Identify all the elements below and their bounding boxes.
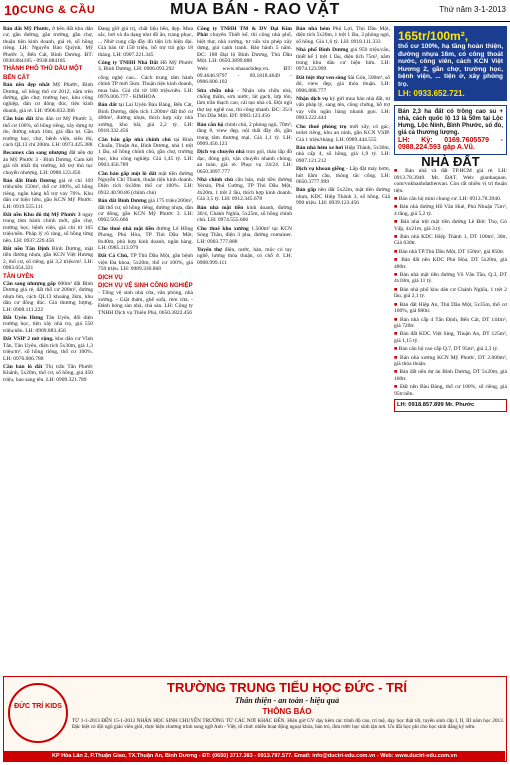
nha-dat-item <box>394 234 507 247</box>
nha-dat-item <box>394 196 507 202</box>
classified-ad <box>98 26 193 58</box>
nha-dat-contact: LH: 0918.857.899 Mr. Phước <box>394 399 507 412</box>
bullet-icon: ■ <box>394 248 399 255</box>
section-heading: TÂN UYÊN <box>3 273 34 280</box>
ad-text: - Tổng vệ sinh nhà cửa, văn phòng, nhà xưởng. - Giặt thảm, ghế sofa, rèm cửa. - Đánh bóng sàn nhà, chà sàn. LH: Công ty TNHH Dịch vụ Thiên Phú, 0650.3822.456 <box>98 290 193 316</box>
nha-dat-item <box>394 287 507 300</box>
classified-ad <box>197 26 292 64</box>
classified-ad <box>3 336 93 362</box>
promo-price: 165tr/100m², <box>398 29 469 43</box>
bullet-icon: ■ <box>394 257 402 264</box>
ad-headline: Đất nền Khu đô thị Mỹ Phước 3 <box>3 211 81 218</box>
ad-text: Bình Dương, mặt tiền đường nhựa, gần KCN Việt Hương 2, thổ cư, sổ riêng, giá 3,2 triệu/m². LH: 0983.654.321 <box>3 246 93 272</box>
rubber-land-phone: LH: Kỳ: 0169.7605579 - 0988.224.593 gặp A.Vũ. <box>398 136 503 151</box>
ad-text: tại Lai Uyên Bàu Bàng, Bến Cát, Bình Dương, diện tích 1.200m² đất thổ cư 400m², đường nhựa, thích hợp xây nhà xưởng, kho bãi, giá 2,2 tỷ. LH: 0918.332.456 <box>98 102 193 135</box>
school-name: TRƯỜNG TRUNG TIỂU HỌC ĐỨC - TRÍ <box>167 680 407 695</box>
ad-text: Đang giữ giá trị, chất liệu bền, đẹp. Mua sắc, bơi và đa dạng như đồ ăn, trang phục, ... Nhờ cung cấp đầy đủ tiện ích hiện đại. Giá bán từ 150 triệu, hỗ trợ trả góp 18 tháng. LH: 0907.221.345 <box>98 26 193 58</box>
ad-headline: Công ty TNHH TM & DV Đại Kim Phát <box>197 26 292 39</box>
classified-ad <box>296 26 390 45</box>
section-title-nha-dat: NHÀ ĐẤT <box>421 153 480 169</box>
page-header <box>0 0 510 22</box>
nha-dat-item <box>394 317 507 330</box>
classified-ad <box>98 253 193 272</box>
ad-text: mới xây, có gác, toilet riêng, khu an ninh, gần KCN VSIP. Giá 1 triệu/tháng. LH: 0989.444.555 <box>296 123 390 143</box>
ad-headline: Cần bán gấp một lô đất <box>98 170 157 177</box>
nha-dat-item-text: Bán đất nền KDC Phú Hòa, DT 5x20m, giá 480tr. <box>394 257 507 270</box>
ad-headline: Bán đất <box>98 102 117 109</box>
ad-headline: Cho thuê kho xưởng <box>197 225 249 232</box>
classified-ad <box>3 246 93 272</box>
classified-ad <box>98 198 193 224</box>
ad-text: Web: www.nhasachdep.vn. ĐT: 09.4646.9797 - 09.1818.4649 - 0906.606.102 <box>197 66 292 86</box>
section-label: CUNG & CẦU <box>20 4 96 16</box>
ad-text: - Nhận sửa chữa nhà, chống thấm, sơn nước, lát gạch, lợp tôn, làm trần thạch cao, cải tạo nhà cũ. Đội ngũ thợ tay nghề cao, thi công nhanh. ĐC: 35/4 Thủ Dầu Một. ĐT: 0983.123.456 <box>197 87 292 120</box>
ad-headline: Đất VSIP 2 mở rộng, <box>3 336 54 343</box>
column-5 <box>394 26 507 671</box>
bullet-icon: ■ <box>394 168 406 175</box>
ad-headline: Bán đất Bình Dương <box>3 177 56 184</box>
ad-text: Mỹ Phước, Bình Dương, sổ hồng thổ cư 2012, nằm trên đường, gần chợ, trường học, khu công nghiệp, dân cư đông đúc, tiện kinh doanh, giá rẻ. LH: 0906.832.366 <box>3 82 93 114</box>
classified-ad <box>296 47 390 73</box>
ad-headline: Cần bán đất <box>3 116 34 123</box>
nha-dat-item <box>394 168 507 194</box>
nha-dat-item-text: Bán nhà TP.Thủ Dầu Một, DT 150m², giá 850tr. <box>398 248 505 255</box>
ad-headline: Bán nhà mặt tiền <box>197 204 244 211</box>
ad-headline: Cho thuê phòng trọ <box>296 123 347 130</box>
notice-body: TỪ 1-1-2013 ĐẾN 15-1-2013 NHẬN HỌC SINH CHUYỂN TRƯỜNG TỪ CÁC NƠI KHÁC ĐẾN. Hiện giờ GV dạy kèm các trình độ cao, trí tuệ, dạy học thật tốt, tuyển sinh cấp I, II, III năm học 2013. Đặc biệt có đội ngũ giáo viên giỏi, thực hiện chương trình song ngữ Anh - Việt, tổ chức nhiều hoạt động ngoại khóa, bán trú, đưa rước học sinh tận nơi. Ưu đãi học phí cho học sinh đăng ký sớm. <box>72 718 504 730</box>
nha-dat-item <box>394 331 507 344</box>
ad-headline: Nhà phố Bình Dương <box>296 47 349 54</box>
bullet-icon: ■ <box>394 354 401 361</box>
column-1 <box>3 26 93 671</box>
column-2 <box>98 26 193 671</box>
nha-dat-item-text: Bán nhà đường Hồ Văn Huê, Phú Nhuận 75m², 4 tầng, giá 5,2 tỷ. <box>394 204 507 217</box>
nha-dat-item <box>394 204 507 217</box>
ad-text: ngay trung tâm hành chính mới, gần chợ, trường học, bệnh viện, giá chỉ từ 165 triệu/nền. Pháp lý rõ ràng, sổ hồng từng nền. LH: 0937.229.456 <box>3 211 93 244</box>
classified-ad <box>197 226 292 245</box>
ad-text: - Lắp đặt máy bơm, hút hầm cầu, thông tắc cống. LH: 0650.3777.999 <box>296 166 390 185</box>
ad-text: giá rẻ chỉ 169 triệu/nền 150m², thổ cư 100%, sổ hồng riêng, ngân hàng hỗ trợ vay 70%. Khu dân cư hiện hữu, gần KCN Mỹ Phước. LH: 0919.555.111 <box>3 177 93 210</box>
nha-dat-item <box>394 369 507 382</box>
classified-ad <box>296 96 390 122</box>
promo-text: thổ cư 100%, hạ tầng hoàn thiện, đường nhựa 16m, có công thoát nước, công viên, cách KCN Việt Hương 2, gần chợ, trường học, bệnh viện, ... tiện ở, xây phòng trọ. <box>398 43 503 88</box>
school-contact-bar: KP Hòa Lân 2, P.Thuận Giao, TX.Thuận An, Bình Dương - ĐT: (0650) 3717.383 - 0913.797.577. Email: info@ductri-edu.com.vn - Web: www.ductri-edu.com.vn <box>4 751 505 761</box>
subsection-heading: DỊCH VỤ VỆ SINH CÔNG NGHIỆP <box>98 283 193 290</box>
bullet-icon: ■ <box>394 234 401 241</box>
classified-ad <box>3 178 93 210</box>
ad-headline: Bán đất Bình Dương <box>98 198 147 205</box>
classified-ad <box>98 171 193 197</box>
bullet-icon: ■ <box>394 219 401 226</box>
bullet-icon: ■ <box>394 384 401 391</box>
section-heading: DỊCH VỤ <box>98 274 123 281</box>
classified-ad <box>197 88 292 120</box>
ad-headline: Cần sang nhượng gấp <box>3 281 56 288</box>
ad-text: giá 175 triệu/200m², đất thổ cư, sổ hồng riêng, đường nhựa, dân cư đông, gần KCN Mỹ Phước 3. LH: 0902.505.666 <box>98 198 193 224</box>
bullet-icon: ■ <box>394 204 400 211</box>
ad-text: TP Thủ Dầu Một, gần bệnh viện Đa khoa, 5x20m, thổ cư 100%, giá 750 triệu. LH: 0989.330.868 <box>98 253 193 273</box>
bullet-icon: ■ <box>394 316 401 323</box>
rubber-land-text: Bán 2,3 ha đất có trồng cao su + nhà, cách quốc lộ 13 là 50m tại Lộc Hưng, Lộc Ninh, Bình Phước, sổ đỏ, giá cả thương lượng. <box>398 108 503 136</box>
ad-text: điện, nước, hàn, mộc có tay nghề, lương thỏa thuận, có chỗ ở. LH: 0908.999.111 <box>197 247 292 266</box>
school-logo-text: ĐỨC TRÍ KIDS <box>14 703 62 710</box>
page-title: MUA BÁN - RAO VẶT <box>170 1 340 18</box>
promo-phone: LH: 0933.652.721. <box>398 88 465 98</box>
nha-dat-item-text: Bán nhà KDC Hiệp Thành 1, DT 100m², 30tr, Giá 630tr. <box>394 234 507 247</box>
nha-dat-item <box>394 346 507 352</box>
ad-text: tại Bình Chuẩn, Thuận An, Bình Dương, nhà 1 trệt 1 lầu, sổ hồng chính chủ, gần chợ, trường học, khu công nghiệp. Giá 1,45 tỷ. LH: 0903.456.789 <box>98 136 193 169</box>
ad-text: trọn gói, tháo lắp đồ đạc, đóng gói, vận chuyển nhanh chóng, an toàn, giá rẻ. Phục vụ 24/24. LH: 0650.3897.777 <box>197 149 292 175</box>
ad-headline: Công ty TNHH Nhà Đất <box>98 60 159 67</box>
classified-ad <box>98 102 193 134</box>
nha-dat-item-text: Bán nhà và đất TP.HCM giá rẻ. LH: 0913.78.3940. Mr. ĐẠT. Web: gianhaquan. com/vukhanhdatlienvan. Còn rất nhiều vị trí thuận tiện. <box>394 168 507 194</box>
nha-dat-item-text: Bán nhà cấp 4 Tân Định, Bến Cát, DT 144m², giá 720tr. <box>394 316 507 329</box>
nha-dat-item-text: Bán nhà phố khu dân cư Chánh Nghĩa, 1 trệt 2 lầu, giá 2,1 tỷ. <box>394 286 507 300</box>
ad-text: mặt tiền đường Nguyễn Chí Thanh, thuận tiện kinh doanh. Diện tích 6x30m thổ cư 100%. LH: 0932.40.90.86 (chính chủ) <box>98 170 193 196</box>
rubber-land-ad <box>394 105 507 155</box>
nha-dat-item-text: Bán nhà trệt mặt tiền đường Lê Đức Thọ, Gò Vấp, 4x21m, giá 3 tỷ. <box>394 219 507 232</box>
nha-dat-item-text: Bán đất Hiệp An, Thủ Dầu Một, 5x35m, thổ cư 100%, giá 680tr. <box>394 301 507 315</box>
ad-headline: Tuyển thợ <box>197 247 223 253</box>
ad-headline: Đất nền Tân Định <box>3 246 50 252</box>
classified-ad <box>3 150 93 176</box>
classified-ad <box>296 166 390 185</box>
ad-text: Hồ Mỹ Phước 3, Bình Dương. LH: 0906.093.292 <box>98 60 193 73</box>
bullet-icon: ■ <box>394 369 400 376</box>
classified-ad <box>296 187 390 206</box>
column-4 <box>296 26 390 671</box>
nha-dat-item-text: Bán căn hộ mini chung cư. LH: 0913.78.3940. <box>398 196 502 202</box>
ad-text: khu dân cư Vĩnh Tân, Tân Uyên, diện tích 5x30m, giá 1,3 triệu/m², sổ hồng riêng, thổ cư 100%. LH: 0976.006.788 <box>3 336 93 362</box>
ad-text: khu dân cư Mỹ Phước 3, thổ cư 100%, sổ hồng riêng, xây dựng tự do, đường nhựa 16m, giá đầu tư. Gần trường học, chợ, bệnh viện, siêu thị, cách QL13 chỉ 200m. LH: 0973.425.388 <box>3 116 93 148</box>
section-heading: THÀNH PHỐ THỦ DẦU MỘT <box>3 66 83 73</box>
ad-text: 600m² đất Bình Dương giá rẻ, đất thổ cư 200m², đường nhựa 6m, cách QL13 khoảng 2km, khu dân cư đông đúc. Giá thương lượng. LH: 0908.111.222 <box>3 281 93 313</box>
ad-headline: Cần bán lô đất <box>3 363 43 370</box>
ad-headline: Dịch vụ chuyển nhà <box>197 149 245 156</box>
ad-text: Thị trấn Tân Phước Khánh, 5x20m, thổ cư, sổ hồng, giá 450 triệu, bao sang tên. LH: 0909.321.789 <box>3 363 93 383</box>
school-advertisement <box>3 676 507 762</box>
ad-text: Hiệp Thành, 5x30m, nhà cấp 4, sổ hồng, giá 1,9 tỷ. LH: 0907.121.212 <box>296 144 390 164</box>
ad-headline: Bán nhà hẻm xe hơi <box>296 144 344 151</box>
ad-text: Tân Uyên, đối diện trường học, tiện xây nhà trọ, giá 550 triệu/nền. LH: 0909.883.456 <box>3 315 93 334</box>
ad-headline: Bán gấp <box>296 187 317 194</box>
ad-text: đường Lê Hồng Phong, Phú Hòa, TP Thủ Dầu Một, 8x40m, phù hợp kinh doanh, ngân hàng. LH: 0985.113.979 <box>98 225 193 251</box>
classified-ad <box>98 75 193 101</box>
ad-headline: Nhà chính chủ <box>197 176 234 183</box>
ad-text: đất nền dự án Mỹ Phước 3 - Bình Dương. Cam kết giá tốt nhất thị trường, hỗ trợ thủ tục chuyển nhượng. LH: 0988.123.456 <box>3 150 93 176</box>
nha-dat-item <box>394 272 507 285</box>
ad-text: chính chủ, 2 phòng ngủ, 70m², tầng 8, view đẹp, nội thất đầy đủ, gần trung tâm thương mại. Giá 1,1 tỷ. LH: 0909.456.123 <box>197 121 292 147</box>
nha-dat-item-text: Bán nhà xưởng KCN Mỹ Phước, DT 2.000m², giá thỏa thuận. <box>394 354 507 367</box>
classified-ad <box>3 212 93 244</box>
classified-ad <box>197 247 292 266</box>
ad-headline: Bán đất Mỹ Phước, <box>3 26 51 32</box>
classified-ad <box>197 149 292 175</box>
school-slogan: Thân thiện - an toàn - hiệu quả <box>234 696 340 705</box>
bullet-icon: ■ <box>394 301 400 308</box>
classified-ad <box>98 290 193 316</box>
ad-headline: Dịch vụ khoan giếng <box>296 166 345 173</box>
nha-dat-listings <box>394 168 507 397</box>
bullet-icon: ■ <box>394 196 399 202</box>
classified-ad <box>3 364 93 383</box>
nha-dat-item-text: Bán nhà mặt tiền đường Võ Văn Tần, Q.3, DT 4x18m, giá 11 tỷ. <box>394 272 507 285</box>
nha-dat-item-text: Bán đất KDC Việt Sing, Thuận An, DT 125m², giá 1,15 tỷ. <box>394 331 507 344</box>
ad-text: giá 950 triệu/căn, thiết kế 1 trệt 1 lầu, diện tích 75m², nằm trong khu dân cư hiện hữu. LH: 0974.123.999 <box>296 47 390 73</box>
nha-dat-item <box>394 355 507 368</box>
bullet-icon: ■ <box>394 286 400 293</box>
bullet-icon: ■ <box>394 346 399 353</box>
classified-ad <box>296 75 390 94</box>
ad-headline: Bán nhà hẻm <box>296 26 330 32</box>
ad-text: công nghệ cao... Cách trung tâm hành chính TP mới 5km. Thuận tiện kinh doanh, mua bán. Giá chỉ từ 180 triệu/nền. LH: 0976.006.777 - KIMHOA <box>98 74 193 101</box>
classified-ad <box>296 124 390 143</box>
classified-ad <box>3 26 93 64</box>
nha-dat-item-text: Đất nền Bàu Bàng, thổ cư 100%, sổ riêng, giá 95tr/nền. <box>394 384 507 397</box>
nha-dat-item <box>394 302 507 315</box>
ad-headline: Sửa chữa nhà <box>197 87 234 94</box>
bullet-icon: ■ <box>394 272 400 279</box>
ad-headline: Cần bán gấp nhà chính chủ <box>98 136 171 143</box>
ad-text: Sài Gòn, 500m², sổ đỏ, view đẹp, giá thỏa thuận. LH: 0906.888.777 <box>296 74 390 94</box>
ad-headline: Bán nền đẹp nhất <box>3 82 50 89</box>
ad-text: kinh doanh, đường 30/4, Chánh Nghĩa, 5x25m, sổ hồng chính chủ. LH: 0974.555.666 <box>197 204 292 224</box>
bullet-icon: ■ <box>394 331 400 338</box>
classified-ad <box>98 226 193 252</box>
page-number: 10 <box>4 2 20 18</box>
classified-ad <box>3 281 93 313</box>
notice-title: THÔNG BÁO <box>262 707 312 716</box>
ad-headline: Nhận dịch vụ <box>296 96 328 103</box>
classified-ad <box>3 315 93 334</box>
classified-ad <box>197 122 292 148</box>
school-logo <box>8 683 68 743</box>
ad-headline: Đất biệt thự ven sông <box>296 74 347 81</box>
nha-dat-item <box>394 257 507 270</box>
ad-headline: Đất Cá Chủ, <box>98 253 129 260</box>
classified-ad <box>197 66 292 85</box>
ad-text: 1.500m² tại KCN Sóng Thần, điện 3 pha, đường container. LH: 0903.777.888 <box>197 225 292 245</box>
nha-dat-item <box>394 249 507 255</box>
classified-ad <box>98 137 193 169</box>
ad-text: Phú Lợi, Thủ Dầu Một, diện tích 5x20m, 1 trệt 1 lầu, 3 phòng ngủ, sổ hồng. Giá 1,6 tỷ. LH: 0918.111.333 <box>296 26 390 45</box>
issue-date: Thứ năm 3-1-2013 <box>439 5 506 14</box>
ad-text: chuyên Thiết kế, thi công nhà phố, biệt thự, nhà xưởng, tư vấn xin phép xây dựng, giá cạnh tranh. Bảo hành 5 năm. ĐC: 188 Đại lộ Bình Dương, Thủ Dầu Một. LH: 0650.3899.888 <box>197 32 292 65</box>
classified-ad <box>197 205 292 224</box>
ad-text: ở bên đất khu dân cư, gần đường, gần trường, gần chợ, thuận tiện kinh doanh, giá rẻ, sổ hồng riêng. LH: Nguyễn Bảo Quỳnh, Mỹ Phước 3, Bến Cát, Bình Dương. ĐT: 0938.884185 - 0938.884185 <box>3 26 93 65</box>
classified-ad <box>3 116 93 148</box>
classified-ad <box>197 177 292 203</box>
ad-text: ký gửi mua bán nhà đất, tư vấn pháp lý, sang tên, công chứng, hỗ trợ vay vốn ngân hàng nhanh gọn. LH: 0903.222.444 <box>296 96 390 122</box>
subsection-heading: BẾN CÁT <box>3 74 30 81</box>
ad-headline: Becamex cần sang nhượng <box>3 150 67 157</box>
ad-headline: Đất Uyên Hưng <box>3 315 44 322</box>
nha-dat-item <box>394 219 507 232</box>
ad-text: nền đất 5x22m, mặt tiền đường nhựa, KDC Hiệp Thành 3, sổ hồng. Giá 990 triệu. LH: 0939.123.456 <box>296 187 390 207</box>
classified-ad <box>3 82 93 114</box>
nha-dat-item <box>394 384 507 397</box>
classified-ad <box>98 60 193 73</box>
nha-dat-item-text: Bán đất nền dự án Bình Dương, DT 5x20m, giá 160tr. <box>394 369 507 382</box>
ad-headline: Bán căn hộ <box>197 121 224 128</box>
ad-text: cần bán, mặt tiền đường Yersin, Phú Cường, TP Thủ Dầu Một, 4x20m, 1 trệt 2 lầu, thích hợp kinh doanh. Giá 3,5 tỷ. LH: 0912.345.678 <box>197 176 292 203</box>
promo-banner <box>394 26 507 101</box>
ad-headline: Cho thuê nhà mặt tiền <box>98 225 155 232</box>
column-3 <box>197 26 292 671</box>
nha-dat-item-text: Bán căn hộ cao cấp Q.7, DT 95m², giá 2,3 tỷ. <box>398 346 499 353</box>
classified-ad <box>296 145 390 164</box>
